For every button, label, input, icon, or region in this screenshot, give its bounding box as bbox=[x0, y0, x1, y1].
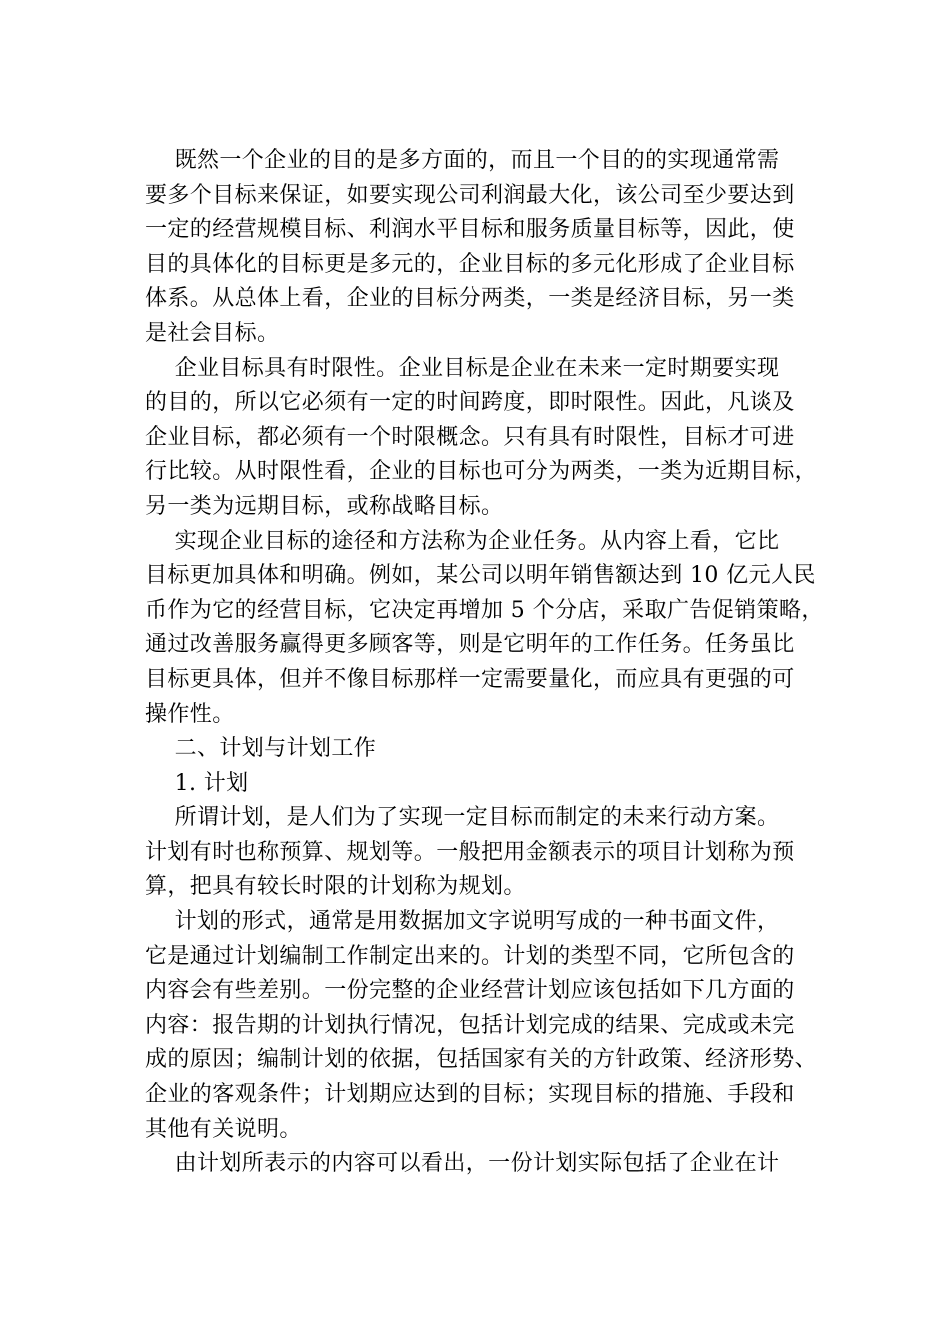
text-line: 另一类为远期目标，或称战略目标。 bbox=[145, 493, 504, 519]
text-line: 币作为它的经营目标，它决定再增加 5 个分店，采取广告促销策略， bbox=[145, 597, 824, 623]
text-line: 内容：报告期的计划执行情况，包括计划完成的结果、完成或未完 bbox=[145, 1012, 795, 1038]
text-line: 要多个目标来保证，如要实现公司利润最大化，该公司至少要达到 bbox=[145, 182, 795, 208]
text-line: 操作性。 bbox=[145, 701, 235, 727]
text-line: 成的原因；编制计划的依据，包括国家有关的方针政策、经济形势、 bbox=[145, 1047, 818, 1073]
text-line: 企业目标具有时限性。企业目标是企业在未来一定时期要实现 bbox=[145, 355, 780, 381]
text-line: 目标更具体，但并不像目标那样一定需要量化，而应具有更强的可 bbox=[145, 666, 795, 692]
text-line: 一定的经营规模目标、利润水平目标和服务质量目标等，因此，使 bbox=[145, 217, 795, 243]
text-line: 计划的形式，通常是用数据加文字说明写成的一种书面文件， bbox=[145, 909, 780, 935]
text-line: 算，把具有较长时限的计划称为规划。 bbox=[145, 874, 526, 900]
text-line: 计划有时也称预算、规划等。一般把用金额表示的项目计划称为预 bbox=[145, 839, 795, 865]
subsection-heading: 1. 计划 bbox=[145, 770, 249, 796]
text-line: 企业目标，都必须有一个时限概念。只有具有时限性，目标才可进 bbox=[145, 424, 795, 450]
text-line: 其他有关说明。 bbox=[145, 1116, 302, 1142]
text-line: 体系。从总体上看，企业的目标分两类，一类是经济目标，另一类 bbox=[145, 286, 795, 312]
text-line: 通过改善服务赢得更多顾客等，则是它明年的工作任务。任务虽比 bbox=[145, 632, 795, 658]
text-line: 的目的，所以它必须有一定的时间跨度，即时限性。因此，凡谈及 bbox=[145, 390, 795, 416]
text-line: 内容会有些差别。一份完整的企业经营计划应该包括如下几方面的 bbox=[145, 978, 795, 1004]
text-line: 由计划所表示的内容可以看出，一份计划实际包括了企业在计 bbox=[145, 1151, 780, 1177]
section-heading: 二、计划与计划工作 bbox=[145, 736, 377, 762]
text-line: 它是通过计划编制工作制定出来的。计划的类型不同，它所包含的 bbox=[145, 943, 795, 969]
text-line: 所谓计划，是人们为了实现一定目标而制定的未来行动方案。 bbox=[145, 805, 780, 831]
text-line: 目标更加具体和明确。例如，某公司以明年销售额达到 10 亿元人民 bbox=[145, 563, 816, 589]
text-line: 行比较。从时限性看，企业的目标也可分为两类，一类为近期目标， bbox=[145, 459, 818, 485]
document-page bbox=[145, 144, 824, 1182]
text-line: 既然一个企业的目的是多方面的，而且一个目的的实现通常需 bbox=[145, 148, 780, 173]
text-line: 企业的客观条件；计划期应达到的目标；实现目标的措施、手段和 bbox=[145, 1082, 795, 1108]
text-line: 实现企业目标的途径和方法称为企业任务。从内容上看，它比 bbox=[145, 528, 780, 554]
text-line: 目的具体化的目标更是多元的，企业目标的多元化形成了企业目标 bbox=[145, 251, 795, 277]
text-line: 是社会目标。 bbox=[145, 320, 280, 346]
